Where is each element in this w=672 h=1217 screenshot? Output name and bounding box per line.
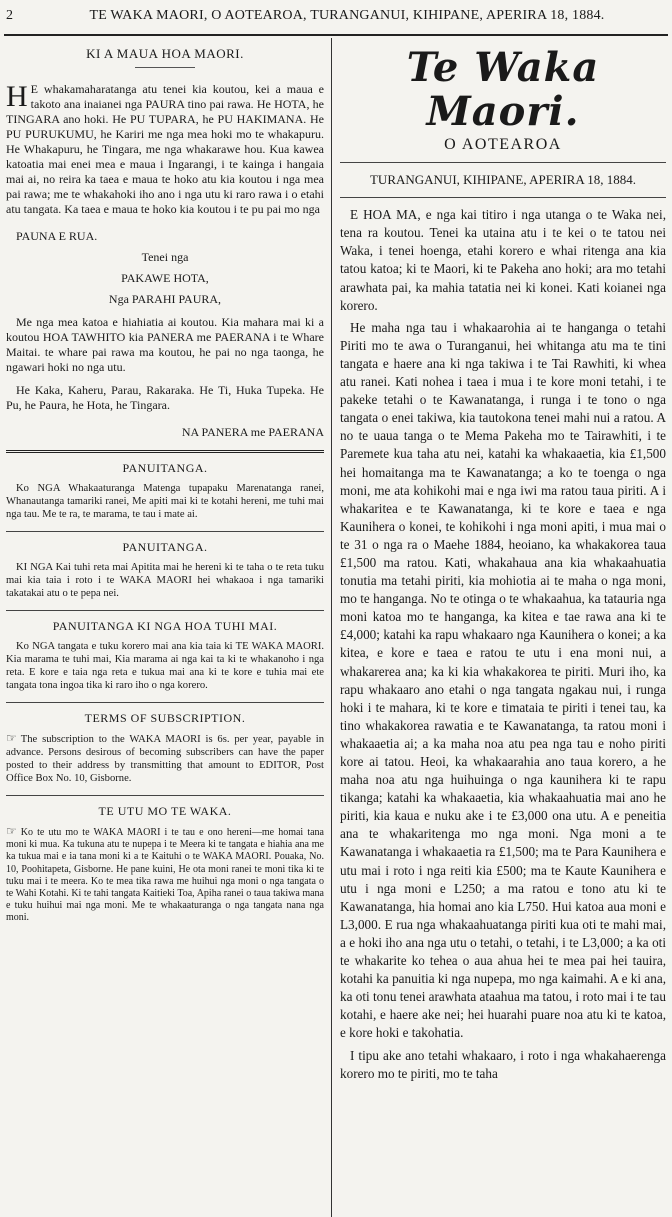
terms-of-subscription xyxy=(6,711,324,785)
section-rule xyxy=(6,795,324,796)
pointing-hand-icon: ☞ xyxy=(6,731,17,745)
te-utu-mo-te-waka xyxy=(6,804,324,925)
page-number: 2 xyxy=(6,8,14,23)
utu-heading: TE UTU MO TE WAKA. xyxy=(98,804,232,818)
panuitanga-1 xyxy=(6,461,324,521)
panuitanga-hoa-tuhi xyxy=(6,619,324,692)
dateline: TURANGANUI, KIHIPANE, APERIRA 18, 1884. xyxy=(369,172,637,188)
page-header xyxy=(0,0,672,34)
utu-body: Ko te utu mo te WAKA MAORI i te tau e ono hereni—me homai tana moni ki mua. Ka tukuna atu te nupepa i te Meera ki te tangata e hiahia ana me ka tukua mai e ia tana moni ki a te Kaituhi o te WAKA MAORI. Pouaka, No. 10, Poohitapeta, Gisborne. He pane kuini, He ota moni ranei te moni tika ki te tuku mai i te meera. Ko te mea tika rawa me huihui nga moni o nga tangata o te Wahi Kotahi. Ki te tahi tangata Kaitieki Toa, Apiha ranei o taua takiwa mana e tuku huihui mai nga moni. Me te whakaaturanga o nga tangata nana nga moni. xyxy=(6,827,324,924)
panui3-text: Ko NGA tangata e tuku korero mai ana kia taia ki TE WAKA MAORI. Kia marama te tuhi mai, Kia marama ai nga kai ta ki te whakanoho i nga reta. E kore e taia nga reta e tukua mai ana ki te kore e tuhia mai ete tangata tona ingoa tika ki raro iho o nga korero. xyxy=(6,641,324,691)
panui2-heading: PANUITANGA. xyxy=(122,540,208,554)
notice-para-2: Me nga mea katoa e hiahiatia ai koutou. Kia mahara mai ki a koutou HOA TAWHITO kia PANERA me PAERANA i te Whare Maitai. te whare pai rawa ma koutou, he pai no nga taonga, he ngawari hoki no nga utu. xyxy=(6,315,324,374)
divider xyxy=(135,67,195,68)
editorial-para-3: I tipu ake ano tetahi whakaaro, i roto i nga whakahaerenga korero mo te piriti, mo te taha xyxy=(340,1047,666,1081)
terms-body: The subscription to the WAKA MAORI is 6s. per year, payable in advance. Persons desirous of becoming subscribers can have the paper posted to their address by transmitting that amount to EDITOR, Post Office Box No. 10, Gisborne. xyxy=(6,734,324,784)
notice-heading: KI A MAUA HOA MAORI. xyxy=(86,46,244,61)
notice-signature: NA PANERA me PAERANA xyxy=(181,425,324,439)
panui3-heading: PANUITANGA KI NGA HOA TUHI MAI. xyxy=(52,619,278,633)
advertisement-notice xyxy=(6,46,324,440)
newspaper-logo: Te Waka Maori. xyxy=(406,44,600,135)
pointing-hand-icon: ☞ xyxy=(6,824,17,838)
title-rule xyxy=(340,162,666,163)
right-column xyxy=(340,40,666,1083)
section-rule xyxy=(6,610,324,611)
dateline-rule xyxy=(340,197,666,198)
newspaper-subtitle: O AOTEAROA xyxy=(444,136,562,153)
notice-para-1: E whakamaharatanga atu tenei kia koutou, kei a maua e takoto ana inaianei nga PAURA tino pai rawa. He HOTA, he TINGARA ano hoki. He PU TUPARA, he PU HAKIMANA. He PU PURUKUMU, he Kariri me nga mea hoki mo te whakapuru. He Whakapuru, he Tingara, me nga whakarawe hou. Kua kawea katoatia mai enei mea e maua i Ingarangi, i te kainga i hangaia mai ai, no reira ka taea e maua te hoko atu kia koutou i nga mea pai rawa; me te whakahoki iho ano i nga utu ki raro rawa i o etahi atu tangata. Ka taea e maua te hoko kia koutou i te pu pai mo nga xyxy=(6,82,324,216)
notice-body xyxy=(6,82,324,217)
column-divider xyxy=(331,38,332,1217)
terms-heading: TERMS OF SUBSCRIPTION. xyxy=(84,711,246,725)
parahi-line: Nga PARAHI PAURA, xyxy=(108,292,222,306)
editorial-para-2: He maha nga tau i whakaarohia ai te hanganga o tetahi Piriti mo te awa o Turanganui, hei whitanga atu ma te tini tangata e haere ana ki nga takiwa i te Tai Rawhiti, ki whea atu ranei. Kati nohea i taea i mua i te kore moni tetahi, i te pakeke tetahi o te Kawanatanga, i runga i te tono o nga tangata o enei takiwa, kia tautokona tenei mahi nui a ratou. A no te uaua tanga o te Mema Pakeha mo te Tairawhiti, i te Paremete kua taha atu nei, katahi ka whakaaetia, kia £1,500 hei homaitanga ma te Kawanatanga; a ko te toenga o nga moni, me ata kohikohi mai e nga iwi ma ratou taua piriti. A i whakaritea e te Kawanatanga, ki te kore e taea e nga Kaunihera o konei, te kohikohi i nga moni apiti, i mua mai o te 31 o nga ra o Maehe 1884, heoiano, ka whakakorea taua £1,500 ma ratou. Kati, whakahaua ana kia whakaahuatia tonutia ma tetahi piriti, kia mohiotia ai te maha o nga moni, mo te hanganga. No te otinga o te whakaahua, ka tatauria nga moni katoa mo te hanganga, ka kitea e tae rawa ana ki te £4,000; katahi ka rapu whakaaro nga Kaunihera o konei; a ka kitea, e kore e taea e ratou te utu i ena moni nui, a whakarerea ana; ka ki kia whakakorea te piriti. Muri iho, ka rapu whakaaro ano etahi o nga tangata ngakau nui, i runga hoki i te mahara, ki te kore e timataia te piriti i tenei tau, ka tino whakakorea rawatia e te Kawanatanga, ta ratou moni i whakaaetia ai; a ka maha noa atu pea nga tau e noho piriti kore ai tatou. Heoi, ka whakaarahia ano taua korero, a he maha noa atu nga huihuinga o nga kaunihera ki te rapu tikanga; katahi ka whakaaetia, kia whakaahuatia mai ano he piriti, kia kaua e nuku ake i te £3,000 ona utu. A e peneitia ana te whakaritenga mo nga moni. Nga moni a te Kawanatanga i whakaaetia ra £1,500; ma te Para Kaunihera e utu mai i roto i nga reiti kia £500; ma te Kaute Kaunihera e utu i nga moni e L250; a ma ratou e tono atu ki te Kawanatanga, hia homai ano kia L750. Hui katoa aua moni e L3,000. E rua nga whakaahuatanga piriti kua oti te mahi mai, a e hoki iho ana nga utu o tetahi, o tetahi, i te L3,000; a ka oti te whakarite ko tehea o aua ahua hei te mea pai hei tauira, kotahi ka panuitia ki nga nupepa, mo nga kaimahi. A e ki ana, ka oti tonu tenei arawhata ataahua ma tatou, i roto mai i te tau kotahi, e haere ake nei; hei huarahi puare noa atu ki te katoa, e kore hoki e takohatia. xyxy=(340,319,666,1041)
section-rule xyxy=(6,702,324,703)
drop-cap: H xyxy=(6,80,28,113)
section-rule xyxy=(6,450,324,453)
running-title: TE WAKA MAORI, O AOTEAROA, TURANGANUI, KIHIPANE, APERIRA 18, 1884. xyxy=(89,8,605,23)
header-rule xyxy=(4,34,668,36)
panui1-text: Ko NGA Whakaaturanga Matenga tupapaku Marenatanga ranei, Whanautanga tamariki ranei, Me apiti mai ki te kotahi hereni, me tuhi mai nga tau. Me te ra, te marama, te tau i mate ai. xyxy=(6,483,324,520)
left-column xyxy=(6,40,324,925)
panuitanga-2 xyxy=(6,540,324,600)
section-rule xyxy=(6,531,324,532)
terms-text xyxy=(6,732,324,785)
panui1-heading: PANUITANGA. xyxy=(122,461,208,475)
tenei-line: Tenei nga xyxy=(141,250,189,264)
notice-para-3: He Kaka, Kaheru, Parau, Rakaraka. He Ti, Huka Tupeka. He Pu, he Paura, he Hota, he Tingara. xyxy=(6,383,324,412)
pakawe-line: PAKAWE HOTA, xyxy=(121,271,209,285)
pauna-line: PAUNA E RUA. xyxy=(16,229,98,243)
panui2-text: KI NGA Kai tuhi reta mai Apitita mai he hereni ki te taha o te reta tuku mai kia taia i roto i te WAKA MAORI hei whakaoa i nga tamariki takatakai atu o te pepa nei. xyxy=(6,562,324,599)
editorial-para-1: E HOA MA, e nga kai titiro i nga utanga o te Waka nei, tena ra koutou. Tenei ka utaina atu i te kei o te tatou nei Waka, i tenei hoenga, etahi korero e whai ritenga ana kia tatou katoa; ki te Maori, ki te Pakeha ano hoki; ara mo tetahi arawhata pai, ka mahia tatatia nei ki konei. Kati koianei nga korero. xyxy=(340,207,666,313)
utu-text xyxy=(6,825,324,925)
